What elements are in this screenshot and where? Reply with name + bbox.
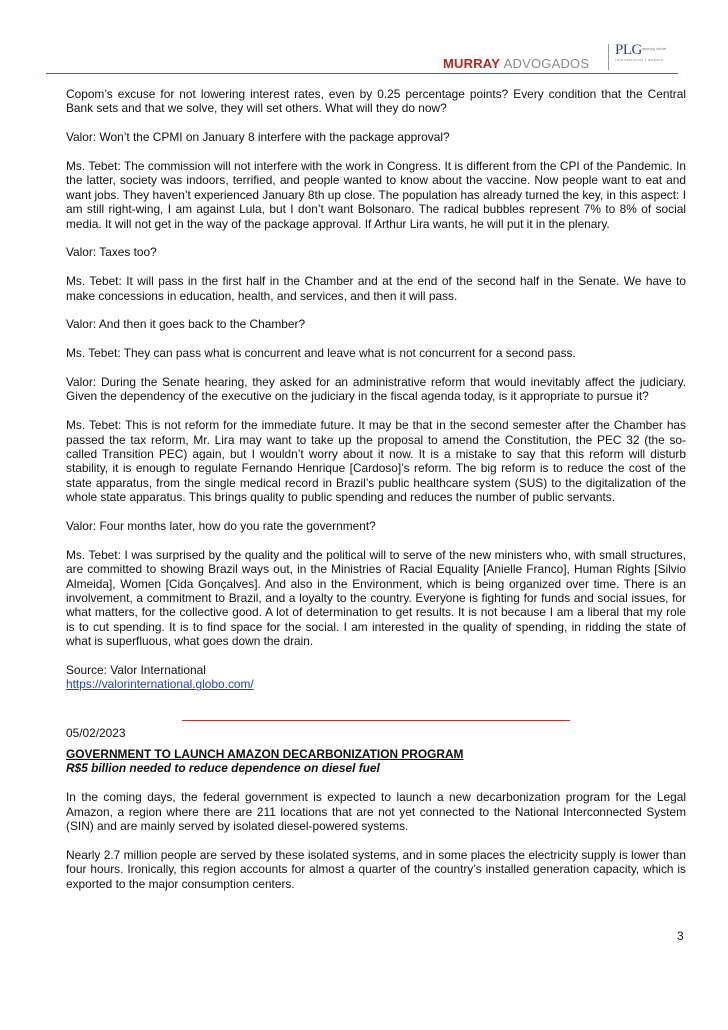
article-subheadline: R$5 billion needed to reduce dependence on diesel fuel [66,761,380,776]
body-paragraph: Copom’s excuse for not lowering interest rates, even by 0.25 percentage points? Every condition that the Central Bank sets and that we solve, they will set others. What will they do now? [66,87,686,116]
body-paragraph: Ms. Tebet: I was surprised by the quality and the political will to serve of the new ministers who, with small structures, are committed to showing Brazil ways out, in the Ministries of Racial Equality [Anielle Franco], Human Rights [Silvio Almeida], Women [Cida Gonçalves]. And also in the Environment, which is being organized over time. There is an involvement, a commitment to Brazil, and a loyalty to the country. Everyone is fighting for funds and social issues, for what matters, for the collective good. A lot of determination to get results. It is not because I am a liberal that my role is to cut spending. It is to find space for the social. I am interested in the quality of spending, in ridding the state of what is superfluous, what goes down the drain. [66,547,686,649]
body-paragraph: Ms. Tebet: It will pass in the first half in the Chamber and at the end of the second half in the Senate. We have to make concessions in education, health, and services, and then it will pass. [66,274,686,303]
article-paragraph: In the coming days, the federal government is expected to launch a new decarbonization program for the Legal Amazon, a region where there are 211 locations that are not yet connected to the National Interconnected System (SIN) and are mainly served by isolated diesel-powered systems. [66,790,686,834]
plg-logo [615,42,667,62]
brand-name-part2: ADVOGADOS [503,56,590,71]
source-link-line [66,677,686,691]
article-headline: GOVERNMENT TO LAUNCH AMAZON DECARBONIZATION PROGRAM [66,747,464,761]
header-rule [46,73,678,74]
article-paragraph: Nearly 2.7 million people are served by these isolated systems, and in some places the electricity supply is lower than four hours. Ironically, this region accounts for almost a quarter of the country’s installed generation capacity, which is exported to the major consumption centers. [66,847,686,891]
plg-logo-subtitle: International Lawyers [615,57,664,62]
source-label: Source: Valor International [66,663,206,678]
body-paragraph: Ms. Tebet: They can pass what is concurrent and leave what is not concurrent for a second pass. [66,346,576,361]
interview-body [66,87,686,692]
plg-logo-mark: PLG [615,42,642,58]
body-paragraph: Ms. Tebet: The commission will not interfere with the work in Congress. It is different from the CPI of the Pandemic. In the latter, society was indoors, terrified, and people wanted to know about the vaccine. Now people want to eat and want jobs. They haven’t experienced January 8th up close. The population has already turned the key, in this aspect: I am still right-wing, I am against Lula, but I don’t want Bolsonaro. The radical bubbles represent 7% to 8% of social media. It will not get in the way of the package approval. If Arthur Lira wants, he will put it in the plenary. [66,159,686,231]
page-number: 3 [677,929,684,943]
murray-advogados-logo [443,56,589,71]
plg-logo-tiny-text: www.plg.intl.net [642,47,667,51]
source-link[interactable]: https://valorinternational.globo.com/ [66,677,254,692]
page-header [0,40,728,76]
article-date: 05/02/2023 [66,726,126,740]
body-paragraph: Valor: And then it goes back to the Chamber? [66,317,306,332]
header-divider [608,44,609,70]
body-paragraph: Valor: During the Senate hearing, they asked for an administrative reform that would inevitably affect the judiciary. Given the dependency of the executive on the judiciary in the fiscal agenda today, is it appropriate to pursue it? [66,375,686,404]
section-separator [182,720,570,721]
body-paragraph: Valor: Four months later, how do you rate the government? [66,519,376,534]
amazon-article [66,747,686,905]
body-paragraph: Valor: Won’t the CPMI on January 8 interfere with the package approval? [66,130,450,145]
brand-name-part1: MURRAY [443,56,500,71]
body-paragraph: Ms. Tebet: This is not reform for the immediate future. It may be that in the second semester after the Chamber has passed the tax reform, Mr. Lira may want to take up the proposal to amend the Constitution, the PEC 32 (the so-called Transition PEC) again, but I wouldn’t worry about it now. It is a mistake to say that this reform will disturb stability, it is enough to regulate Fernando Henrique [Cardoso]’s reform. The big reform is to reduce the cost of the state apparatus, from the single medical record in Brazil’s public healthcare system (SUS) to the digitalization of the whole state apparatus. This brings quality to public spending and reduces the number of public servants. [66,418,686,505]
body-paragraph: Valor: Taxes too? [66,245,157,260]
